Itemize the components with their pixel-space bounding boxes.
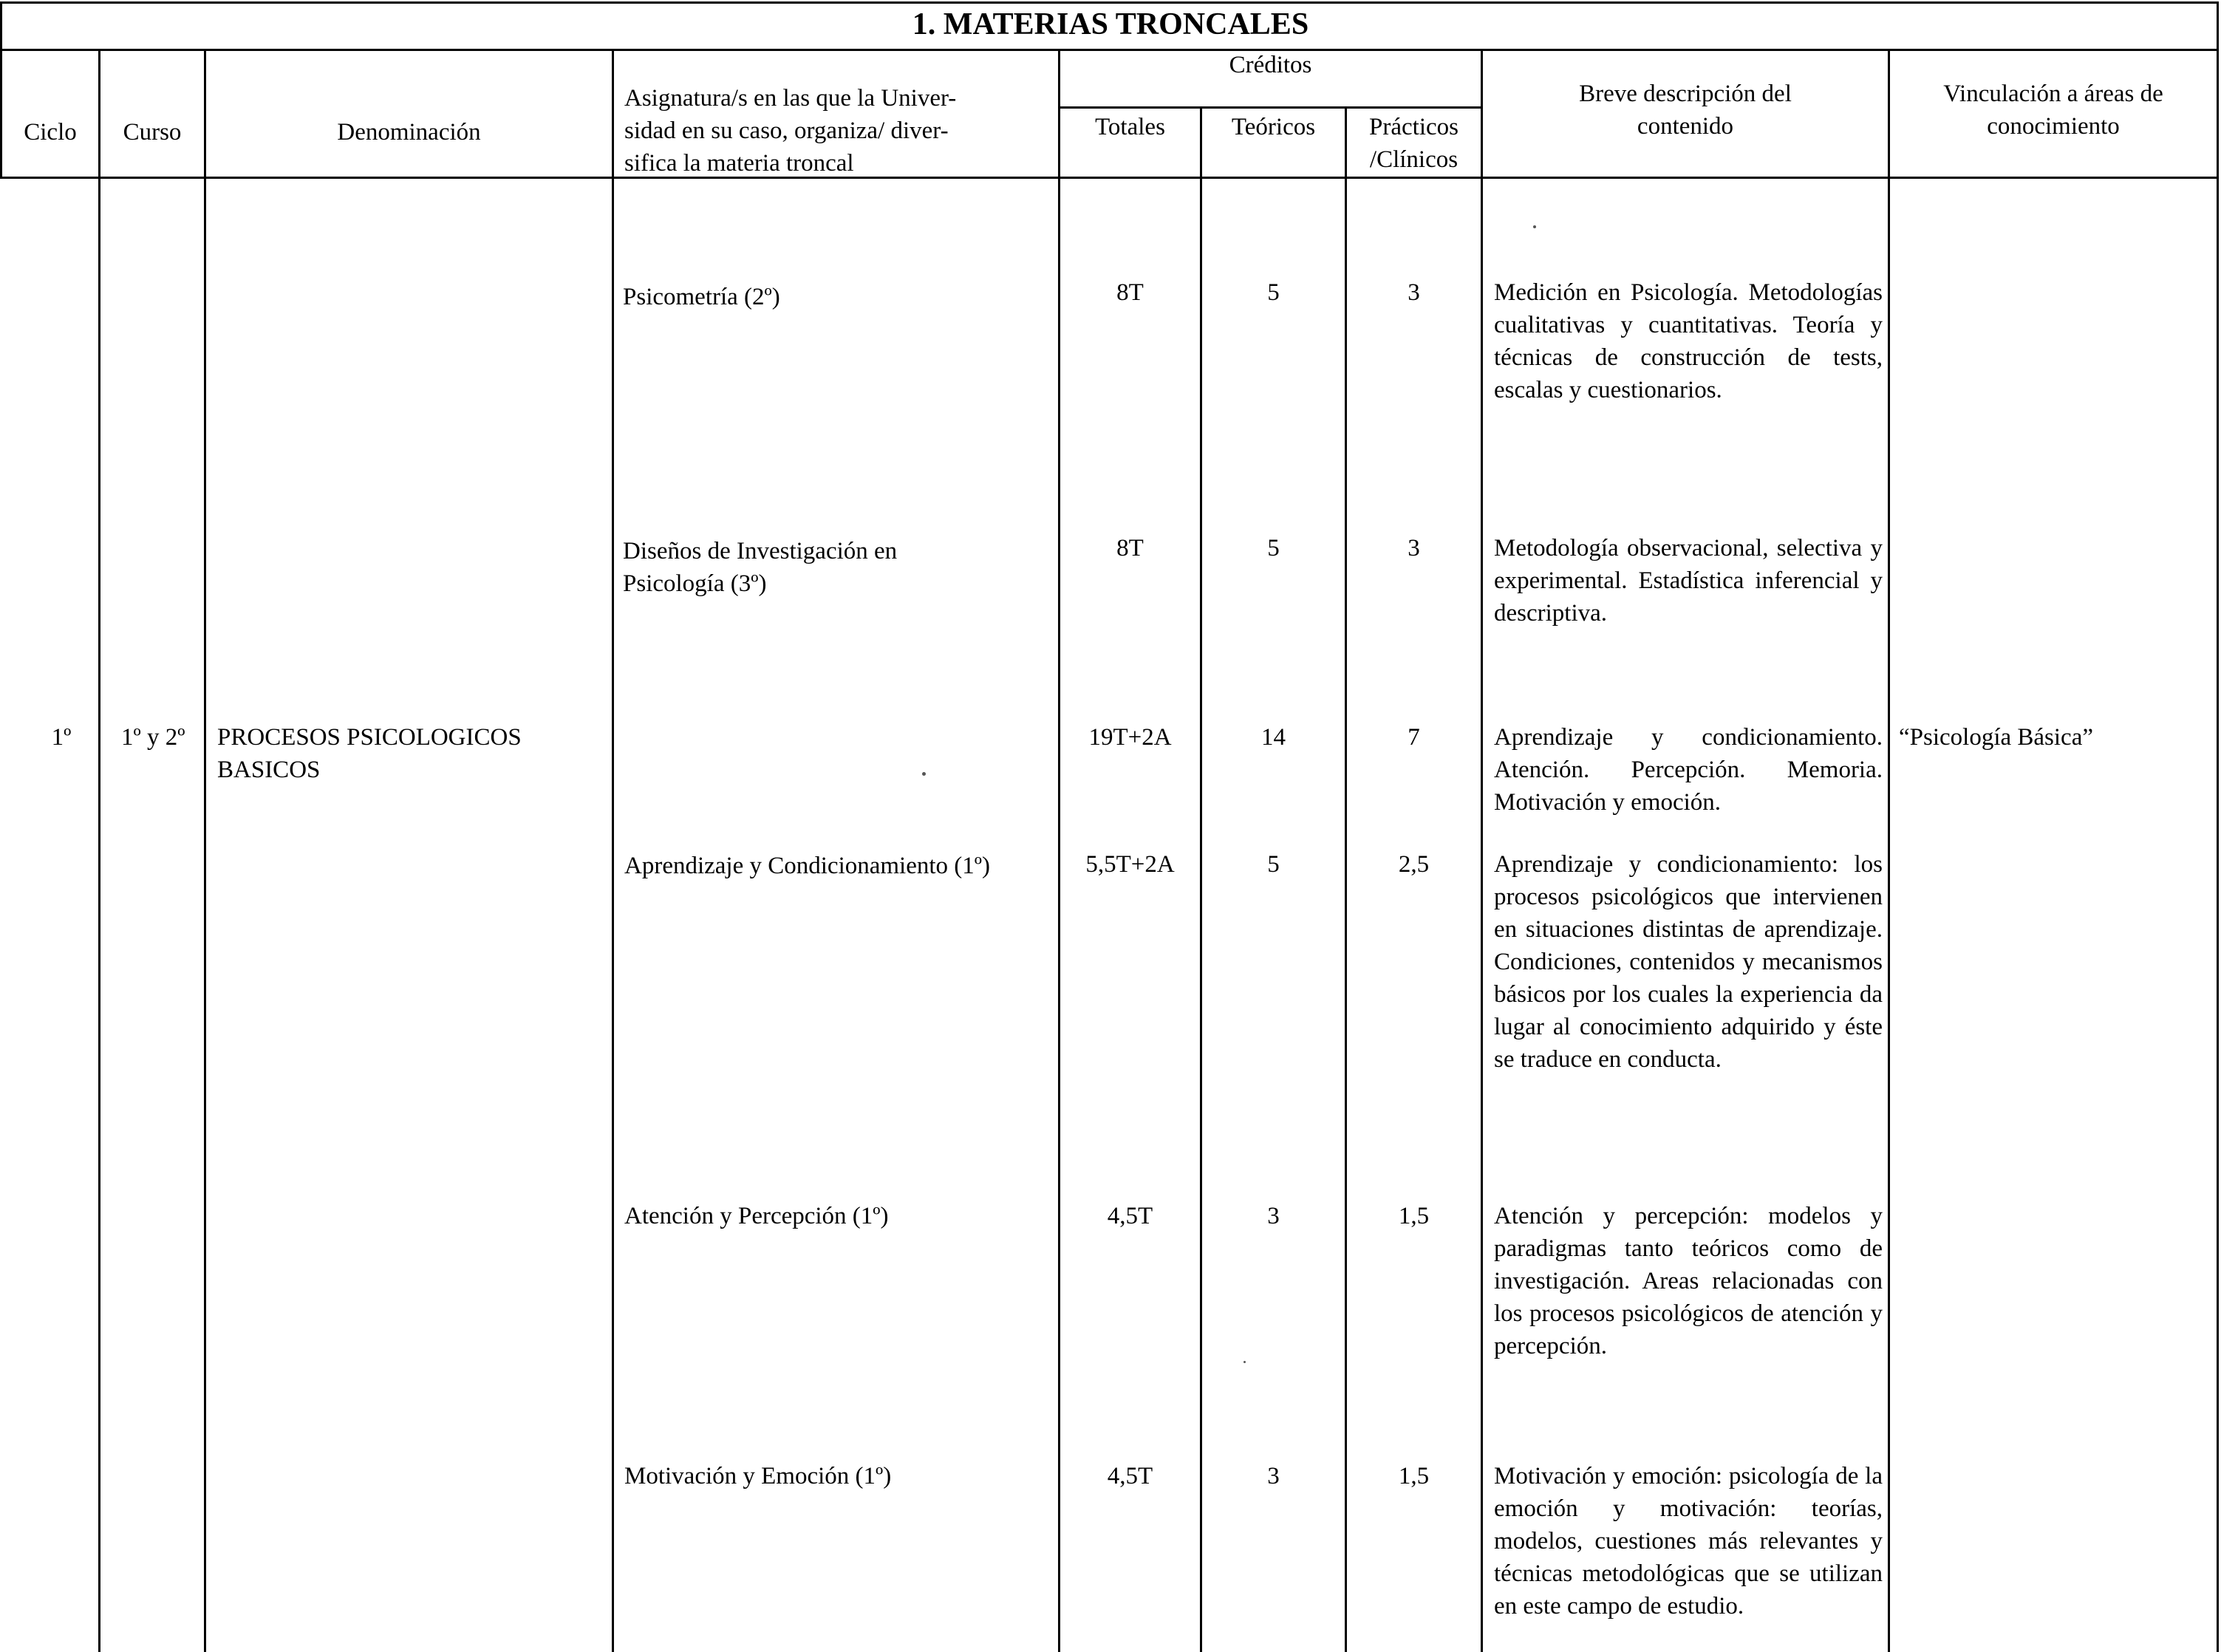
section-title: 1. MATERIAS TRONCALES [912, 7, 1309, 41]
header-vinculacion-line-2: conocimiento [1987, 113, 2120, 140]
header-asignatura-line-3: sifica la materia troncal [624, 150, 854, 177]
row-1-totales: 8T [1116, 279, 1144, 306]
col-divider-practicos-descripcion [1481, 49, 1483, 1652]
header-curso: Curso [123, 119, 182, 146]
vinculacion-value: “Psicología Básica” [1899, 724, 2094, 751]
header-practicos-line-1: Prácticos [1369, 114, 1459, 140]
header-denominacion: Denominación [337, 119, 481, 146]
header-asignatura-line-1: Asignatura/s en las que la Univer- [624, 85, 957, 112]
header-breve-line-1: Breve descripción del [1579, 81, 1792, 107]
row-2-totales: 8T [1116, 535, 1144, 562]
row-2-practicos: 3 [1408, 535, 1420, 562]
row-6-practicos: 1,5 [1398, 1463, 1430, 1489]
table-right-border [2217, 1, 2219, 1652]
table-top-border [0, 1, 2219, 4]
row-6-descripcion: Motivación y emoción: psicología de la emoción y motivación: teorías, modelos, cuestiones más relevantes y técnicas metodológicas que se utilizan en este campo de estudio. [1494, 1463, 1883, 1619]
col-divider-denominacion-asignatura [612, 49, 614, 1652]
row-2-asignatura-line-2: Psicología (3º) [623, 570, 767, 597]
row-6-asignatura: Motivación y Emoción (1º) [624, 1463, 892, 1489]
row-4-descripcion: Aprendizaje y condicionamiento: los procesos psicológicos que intervienen en situaciones distintas de aprendizaje. Condiciones, contenidos y mecanismos básicos por los cuales la experiencia da lugar al conocimiento adquirido y éste se traduce en conducta. [1494, 851, 1883, 1073]
header-creditos: Créditos [1229, 52, 1312, 78]
row-4-practicos: 2,5 [1398, 851, 1430, 878]
header-breve-line-2: contenido [1637, 113, 1734, 140]
row-6-totales: 4,5T [1107, 1463, 1153, 1489]
scan-speck [1243, 1361, 1246, 1363]
creditos-divider [1058, 106, 1483, 109]
header-practicos-line-2: /Clínicos [1369, 146, 1459, 173]
curso-value: 1º y 2º [121, 724, 185, 751]
header-bottom-border [0, 177, 2219, 179]
row-3-descripcion: Aprendizaje y condicionamiento. Atención. Percepción. Memoria. Motivación y emoción. [1494, 724, 1883, 816]
row-3-practicos: 7 [1408, 724, 1420, 751]
row-2-asignatura-line-1: Diseños de Investigación en [623, 538, 898, 564]
row-5-totales: 4,5T [1107, 1203, 1153, 1229]
row-1-practicos: 3 [1408, 279, 1420, 306]
denominacion-value: PROCESOS PSICOLOGICOS BASICOS [217, 724, 522, 783]
row-5-practicos: 1,5 [1398, 1203, 1430, 1229]
header-totales: Totales [1095, 114, 1165, 140]
col-divider-descripcion-vinculacion [1888, 49, 1890, 1652]
row-1-descripcion: Medición en Psicología. Metodologías cualitativas y cuantitativas. Teoría y técnicas de construcción de tests, escalas y cuestionarios. [1494, 279, 1883, 403]
col-divider-curso-denominacion [204, 49, 206, 1652]
row-1-teoricos: 5 [1267, 279, 1280, 306]
header-vinculacion-line-1: Vinculación a áreas de [1943, 81, 2163, 107]
row-4-asignatura: Aprendizaje y Condicionamiento (1º) [624, 853, 990, 879]
row-4-totales: 5,5T+2A [1085, 851, 1175, 878]
row-2-teoricos: 5 [1267, 535, 1280, 562]
scan-speck [922, 772, 926, 776]
row-5-teoricos: 3 [1267, 1203, 1280, 1229]
row-4-teoricos: 5 [1267, 851, 1280, 878]
row-6-teoricos: 3 [1267, 1463, 1280, 1489]
scan-speck [1533, 225, 1536, 228]
row-1-asignatura: Psicometría (2º) [623, 284, 780, 310]
header-ciclo: Ciclo [24, 119, 77, 146]
row-5-descripcion: Atención y percepción: modelos y paradigmas tanto teóricos como de investigación. Areas relacionadas con los procesos psicológicos de atención y percepción. [1494, 1203, 1883, 1359]
header-teoricos: Teóricos [1231, 114, 1316, 140]
col-divider-ciclo-curso [98, 49, 100, 1652]
row-2-descripcion: Metodología observacional, selectiva y experimental. Estadística inferencial y descriptiva. [1494, 535, 1883, 627]
row-5-asignatura: Atención y Percepción (1º) [624, 1203, 889, 1229]
row-3-totales: 19T+2A [1088, 724, 1172, 751]
ciclo-value: 1º [51, 724, 72, 751]
row-3-teoricos: 14 [1261, 724, 1286, 751]
header-asignatura-line-2: sidad en su caso, organiza/ diver- [624, 117, 949, 144]
